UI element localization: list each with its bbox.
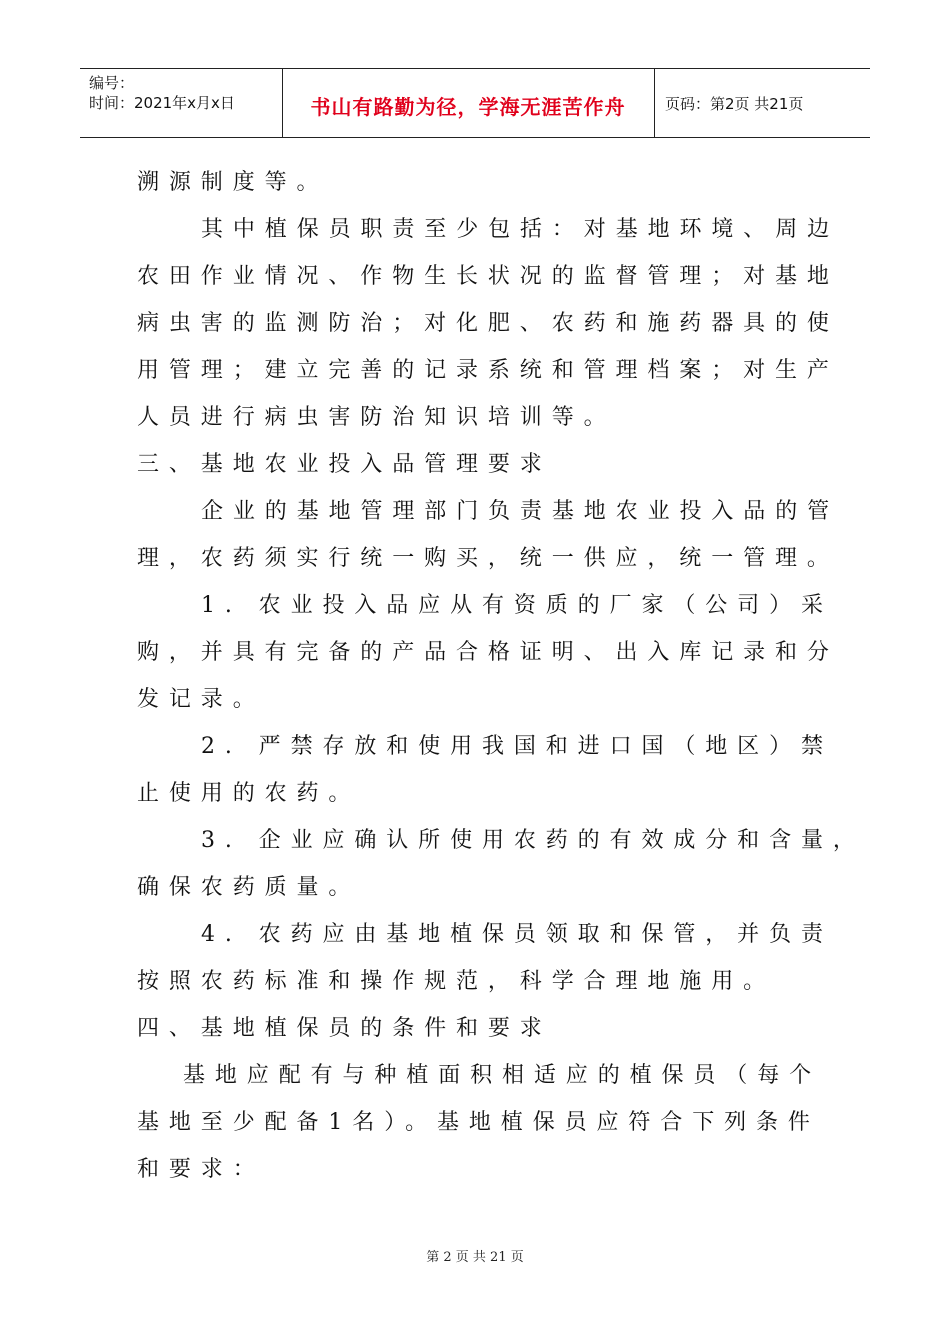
section-heading: 三、基地农业投入品管理要求 xyxy=(137,452,552,477)
text-line: 基地至少配备1名）。基地植保员应符合下列条件 xyxy=(137,1110,820,1135)
document-body xyxy=(137,159,865,1193)
text-line: 农田作业情况、作物生长状况的监督管理；对基地 xyxy=(137,264,839,289)
text-line: 确保农药质量。 xyxy=(137,875,361,900)
text-line: 发记录。 xyxy=(137,687,265,712)
header-motto-cell xyxy=(282,69,655,137)
page-footer: 第 2 页 共 21 页 xyxy=(426,1250,524,1265)
text-line: 溯源制度等。 xyxy=(137,170,329,195)
document-number-label: 编号： xyxy=(89,74,135,92)
text-line: 企业的基地管理部门负责基地农业投入品的管 xyxy=(201,499,840,524)
section-heading: 四、基地植保员的条件和要求 xyxy=(137,1016,552,1041)
text-line: 其中植保员职责至少包括：对基地环境、周边 xyxy=(201,217,840,242)
text-line: 1. 农业投入品应从有资质的厂家（公司）采 xyxy=(201,593,833,618)
text-line: 购，并具有完备的产品合格证明、出入库记录和分 xyxy=(137,640,839,665)
document-date-label: 时间：2021年x月x日 xyxy=(89,94,235,112)
text-line: 基地应配有与种植面积相适应的植保员（每个 xyxy=(183,1063,822,1088)
text-line: 人员进行病虫害防治知识培训等。 xyxy=(137,405,616,430)
text-line: 4. 农药应由基地植保员领取和保管，并负责 xyxy=(201,922,833,947)
page-header xyxy=(80,68,870,138)
header-page-info: 页码：第2页 共21页 xyxy=(665,95,804,113)
header-info-cell xyxy=(80,69,283,137)
text-line: 3. 企业应确认所使用农药的有效成分和含量， xyxy=(201,828,865,853)
text-line: 理，农药须实行统一购买，统一供应，统一管理。 xyxy=(137,546,839,571)
header-page-cell xyxy=(655,69,870,137)
text-line: 病虫害的监测防治；对化肥、农药和施药器具的使 xyxy=(137,311,839,336)
header-motto: 书山有路勤为径，学海无涯苦作舟 xyxy=(310,95,626,119)
text-line: 和要求： xyxy=(137,1157,265,1182)
text-line: 按照农药标准和操作规范，科学合理地施用。 xyxy=(137,969,776,994)
text-line: 止使用的农药。 xyxy=(137,781,361,806)
text-line: 用管理；建立完善的记录系统和管理档案；对生产 xyxy=(137,358,839,383)
text-line: 2. 严禁存放和使用我国和进口国（地区）禁 xyxy=(201,734,833,759)
